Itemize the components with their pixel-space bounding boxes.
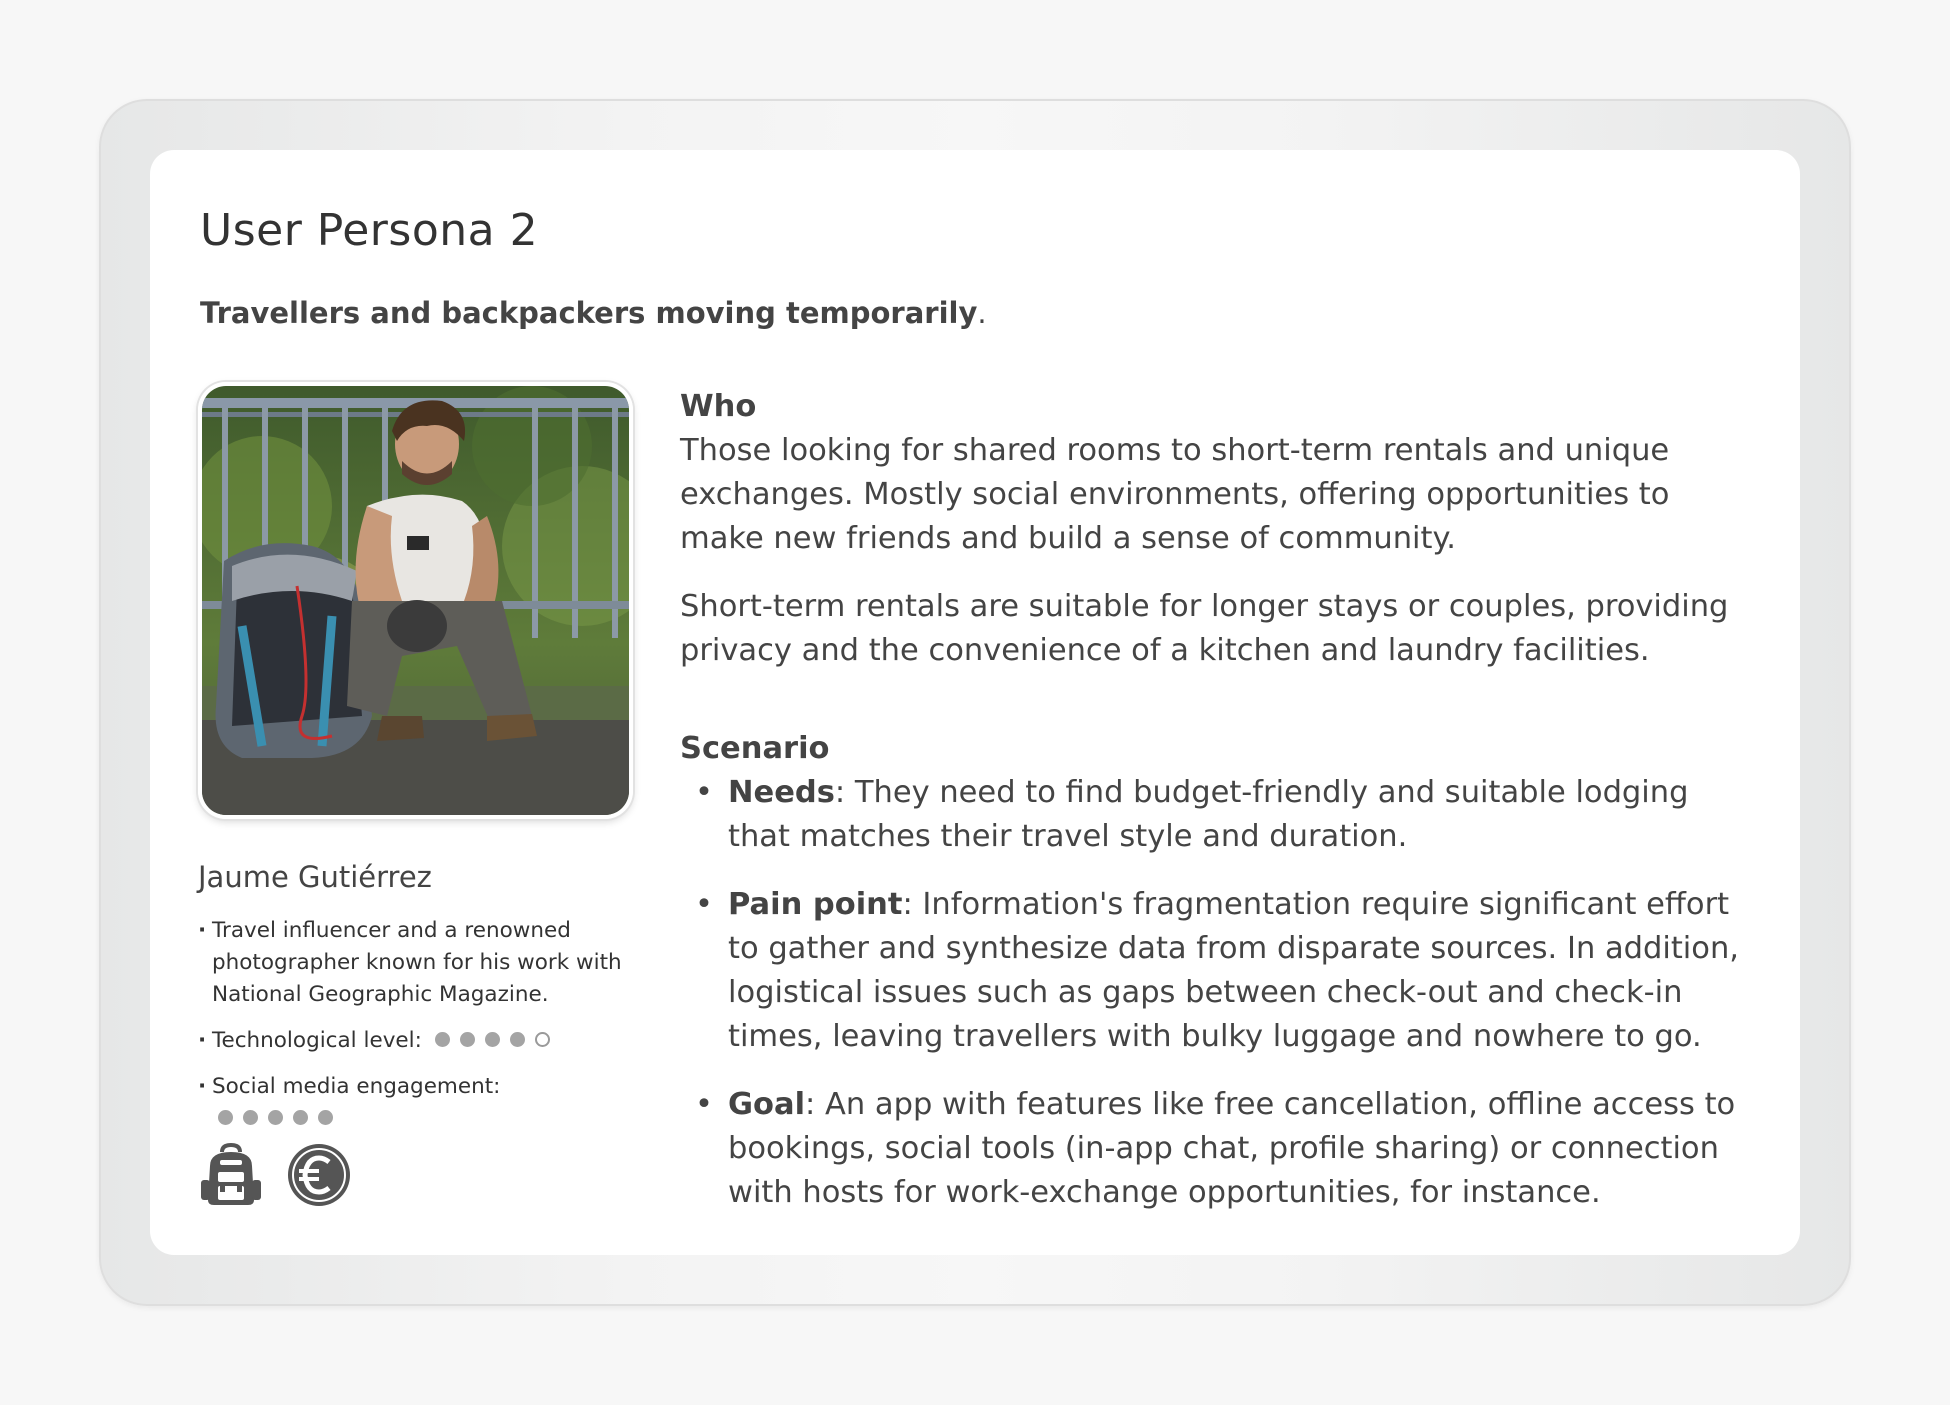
persona-card bbox=[150, 150, 1800, 1255]
rating-dot-filled bbox=[268, 1110, 283, 1125]
scenario-heading: Scenario bbox=[680, 731, 830, 766]
social-engagement-rating bbox=[218, 1103, 343, 1135]
scenario-item-goal bbox=[680, 1083, 1760, 1215]
page-title: User Persona 2 bbox=[200, 205, 539, 256]
persona-bio: · Travel influencer and a renowned photographer known for his work with National Geographic Magazine. bbox=[198, 915, 638, 1011]
subtitle-period: . bbox=[977, 296, 987, 330]
rating-dot-filled bbox=[293, 1110, 308, 1125]
rating-dot-filled bbox=[510, 1032, 525, 1047]
tech-level-rating bbox=[435, 1025, 560, 1057]
who-heading: Who bbox=[680, 389, 757, 424]
backpack-icon bbox=[198, 1142, 264, 1208]
rating-dot-empty bbox=[535, 1032, 550, 1047]
persona-photo-image bbox=[202, 386, 629, 815]
social-engagement-label: Social media engagement: bbox=[212, 1074, 501, 1099]
scenario-item-label: Goal bbox=[728, 1087, 806, 1122]
euro-icon bbox=[286, 1142, 352, 1208]
persona-photo bbox=[198, 382, 633, 819]
tech-level-row bbox=[198, 1025, 638, 1057]
rating-dot-filled bbox=[318, 1110, 333, 1125]
social-engagement-row bbox=[198, 1071, 638, 1135]
scenario-item-needs bbox=[680, 771, 1760, 859]
persona-description bbox=[680, 385, 1760, 1239]
persona-subtitle bbox=[200, 296, 987, 330]
scenario-item-label: Pain point bbox=[728, 887, 903, 922]
scenario-item-pain-point bbox=[680, 883, 1760, 1059]
rating-dot-filled bbox=[243, 1110, 258, 1125]
scenario-item-text: : They need to find budget-friendly and suitable lodging that matches their travel style and duration. bbox=[728, 775, 1689, 854]
persona-name: Jaume Gutiérrez bbox=[198, 860, 432, 894]
persona-details bbox=[198, 915, 638, 1149]
rating-dot-filled bbox=[218, 1110, 233, 1125]
who-paragraph-1: Those looking for shared rooms to short-term rentals and unique exchanges. Mostly social environments, offering opportunities to make new friends and build a sense of community. bbox=[680, 433, 1670, 556]
who-paragraph-2: Short-term rentals are suitable for longer stays or couples, providing privacy and the convenience of a kitchen and laundry facilities. bbox=[680, 589, 1729, 668]
tech-level-label: Technological level: bbox=[212, 1028, 422, 1053]
scenario-item-text: : An app with features like free cancellation, offline access to bookings, social tools (in-app chat, profile sharing) or connection with hosts for work-exchange opportunities, for instance. bbox=[728, 1087, 1736, 1210]
rating-dot-filled bbox=[460, 1032, 475, 1047]
subtitle-text: Travellers and backpackers moving temporarily bbox=[200, 296, 978, 330]
persona-icons bbox=[198, 1142, 352, 1208]
rating-dot-filled bbox=[485, 1032, 500, 1047]
rating-dot-filled bbox=[435, 1032, 450, 1047]
scenario-item-text: : Information's fragmentation require significant effort to gather and synthesize data from disparate sources. In addition, logistical issues such as gaps between check-out and check-in times, leaving travellers with bulky luggage and nowhere to go. bbox=[728, 887, 1739, 1054]
scenario-item-label: Needs bbox=[728, 775, 835, 810]
